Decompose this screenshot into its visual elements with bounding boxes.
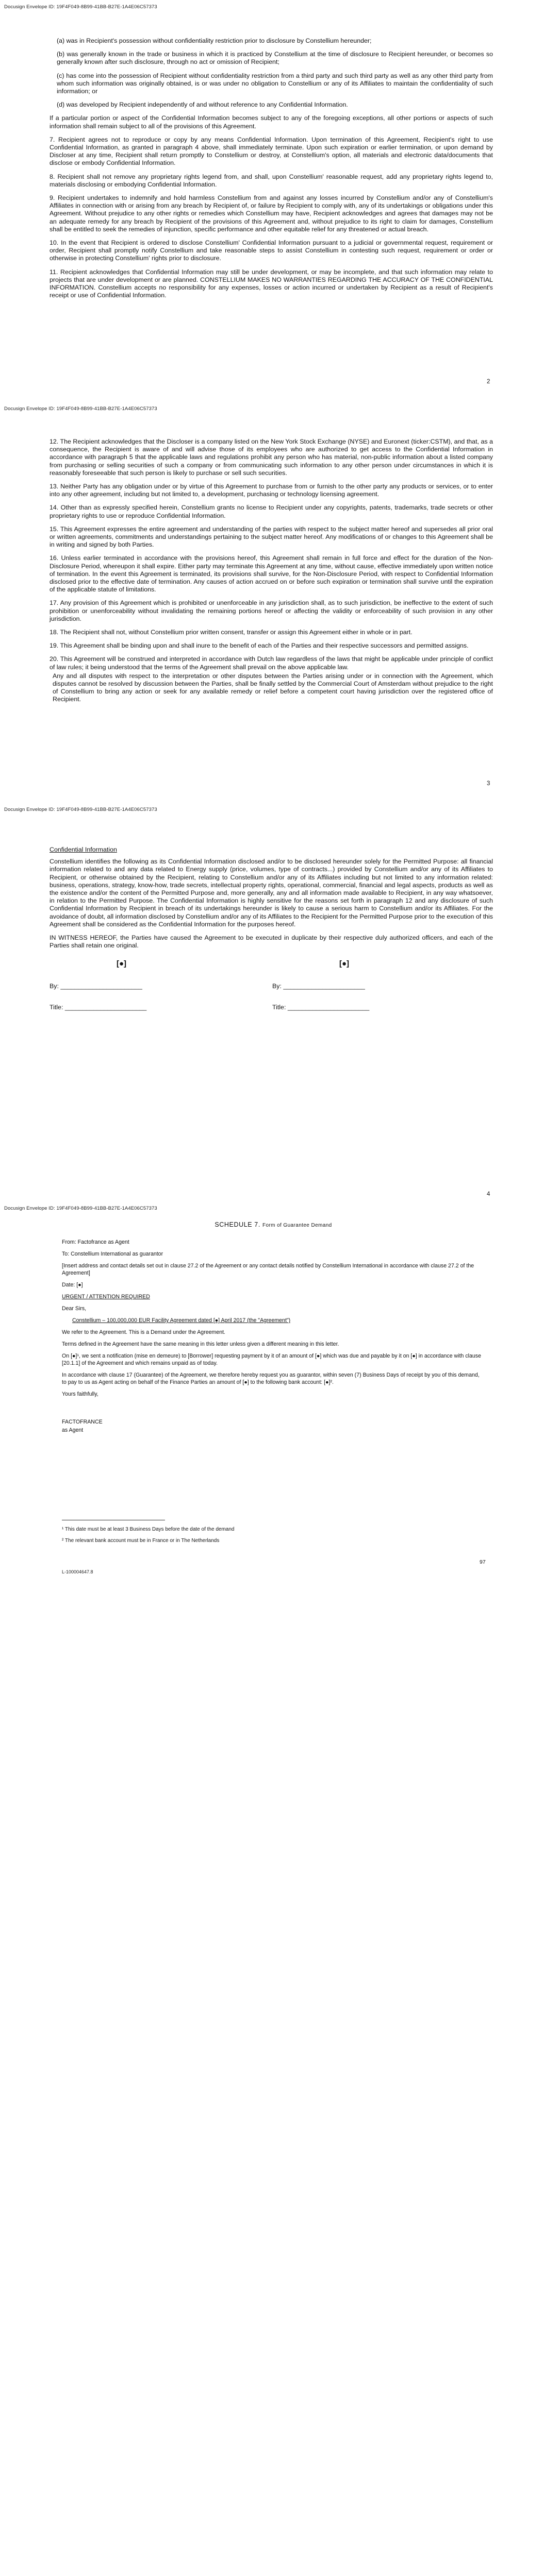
page-number: 3 [487,781,490,787]
closing: Yours faithfully, [62,1391,98,1397]
footnote-2: ² The relevant bank account must be in France or in The Netherlands [62,1538,220,1544]
address-note: [Insert address and contact details set out in clause 27.2 of the Agreement or any contact details notified by Constellium International in accordance with clause 27.2 of the Agreement] [62,1263,474,1276]
schedule-name: Form of Guarantee Demand [262,1223,332,1228]
clause-9: 9. Recipient undertakes to indemnify and hold harmless Constellium from and against any losses incurred by Constellium and/or any of Constellium's Affiliates in connection with or arising from any breach by Recipient of, or failure by Recipient to comply with, any of its undertakings or obligations under this Agreement. Without prejudice to any other rights or remedies which Constellium may have, Recipient acknowledges and agrees that damages may not be an adequate remedy for any breach by Recipient of the provisions of this Agreement and, without prejudice to its right to claim for damages, Constellium shall be entitled to seek the remedies of injunction, specific performance and other equitable relief for any threatened or actual breach. [50,194,493,233]
confidential-info-definition: Constellium identifies the following as its Confidential Information disclosed and/or to be disclosed hereunder solely for the Permitted Purpose: all financial information related to and any data related to Energy supply (price, volumes, type of contracts...) provided by Constellium and/or any of its Affiliates to Recipient, or otherwise obtained by the Recipient, relating to Constellium and/or any of its Affiliates including but not limited to any information related: business, operations, strategy, know-how, trade secrets, intellectual property rights, operational, commercial, financial and legal aspects, products as well as the existence and/or the content of the Permitted Purpose and, more generally, any and all information made available to Recipient, in any way whatsoever, in relation to the Permitted Purpose. The Confidential Information is highly sensitive for the reasons set forth in paragraph 12 and any disclosure of such Confidential Information by Recipient in breach of its undertakings hereunder is likely to cause a serious harm to Constellium and/or its Affiliates. For the avoidance of doubt, all information disclosed by Constellium and/or any of its Affiliates to the Recipient for the Permitted Purpose prior to the execution of this Agreement shall be considered as the Confidential Information for the purposes hereof. [50,858,493,928]
confidential-info-heading: Confidential Information [50,846,117,853]
clause-13: 13. Neither Party has any obligation under or by virtue of this Agreement to purchase from or furnish to the other party any products or services, or to enter into any other agreement, including but not limited to, a development, purchasing or technology licensing agreement. [50,483,493,498]
signature-party-2 [272,960,468,1025]
envelope-id: Docusign Envelope ID: 19F4F049-8B99-41BB-B27E-1A4E06C57373 [4,406,157,412]
envelope-id: Docusign Envelope ID: 19F4F049-8B99-41BB-B27E-1A4E06C57373 [4,807,157,812]
footnote-1: ¹ This date must be at least 3 Business Days before the date of the demand [62,1527,235,1532]
clause-11: 11. Recipient acknowledges that Confidential Information may still be under development, or may be incomplete, and that such information may relate to projects that are under development or are planned. CONSTELLIUM MAKES NO WARRANTIES REGARDING THE ACCURACY OF THE CONFIDENTIAL INFORMATION. Constellium accepts no responsibility for any expenses, losses or action incurred or undertaken by Recipient as a result of Recipient's receipt or use of Confidential Information. [50,268,493,299]
paragraph: If a particular portion or aspect of the Confidential Information becomes subject to any of the foregoing exceptions, all other portions or aspects of such information shall remain subject to all of the provisions of this Agreement. [50,114,493,130]
signature-party-1 [50,960,245,1025]
signatory-name: FACTOFRANCE [62,1419,103,1425]
page-3-body [50,438,493,709]
schedule-number: SCHEDULE 7. [215,1221,260,1228]
clause-10: 10. In the event that Recipient is ordered to disclose Constellium' Confidential Information pursuant to a judicial or governmental request, requirement or order, Recipient shall promptly notify Constellium and take reasonable steps to assist Constellium in contesting such request, requirement or order or otherwise in protecting Constellium' rights prior to disclosure. [50,239,493,262]
seal-placeholder: [●] [339,959,350,969]
page-number: 4 [487,1191,490,1197]
letter-paragraph: In accordance with clause 17 (Guarantee) of the Agreement, we therefore hereby request you as guarantor, within seven (7) Business Days of receipt by you of this demand, to pay to us as Agent acting on behalf of the Finance Parties an amount of [●] to the following bank account: [●]². [62,1372,480,1385]
seal-placeholder: [●] [117,959,127,969]
witness-clause: IN WITNESS HEREOF, the Parties have caused the Agreement to be executed in duplicate by their respective duly authorized officers, and each of the Parties shall retain one original. [50,934,493,950]
date-line: Date: [●] [62,1282,83,1288]
exception-item-a: (a) was in Recipient's possession without confidentiality restriction prior to disclosure by Constellium hereunder; [57,37,372,44]
page-number: 2 [487,379,490,385]
from-line: From: Factofrance as Agent [62,1239,129,1245]
envelope-id: Docusign Envelope ID: 19F4F049-8B99-41BB-B27E-1A4E06C57373 [4,4,157,10]
page-2-body [50,37,493,305]
clause-20-disputes: Any and all disputes with respect to the interpretation or other disputes between the Parties arising under or in connection with the Agreement, which disputes cannot be resolved by discussion between the Parties, shall be finally settled by the Commercial Court of Amsterdam without prejudice to the right of Constellium to bring any action or seek for any available remedy or relief before a competent court having jurisdiction over the registered office of Recipient. [53,672,493,703]
clause-12: 12. The Recipient acknowledges that the Discloser is a company listed on the New York Stock Exchange (NYSE) and Euronext (ticker:CSTM), and that, as a consequence, the Recipient is aware of and will advise those of its employees who are authorized to get access to the Confidential Information in accordance with paragraph 5 that the applicable laws and regulations prohibit any person who has material, non-public information about a listed company from purchasing or selling securities of such a company or from communicating such information to any other person under circumstances in which it is reasonably foreseeable that such person is likely to purchase or sell such securities. [50,438,493,477]
document-reference: L-100004647.8 [62,1569,93,1574]
clause-18: 18. The Recipient shall not, without Constellium prior written consent, transfer or assign this Agreement either in whole or in part. [50,629,413,636]
exception-item-b: (b) was generally known in the trade or business in which it is practiced by Constellium at the time of disclosure to Recipient hereunder, or becomes so generally known after such disclosure, through no act or omission of Recipient; [57,50,493,66]
page-2 [0,0,544,402]
letter-paragraph: Terms defined in the Agreement have the same meaning in this letter unless given a different meaning in this letter. [62,1341,339,1347]
clause-7: 7. Recipient agrees not to reproduce or copy by any means Confidential Information. Upon termination of this Agreement, Recipient's right to use Confidential Information, as granted in paragraph 4 above, shall immediately terminate. Upon such expiration or earlier termination, or upon demand by Discloser at any time, Recipient shall return promptly to Constellium or destroy, at Constellium's option, all materials and electronic data/documents that disclose or embody Confidential Information. [50,135,493,167]
page-5 [0,1206,544,2576]
title-line: Title: _______________________ [272,1003,370,1011]
signature-block [50,960,493,1032]
exception-item-d: (d) was developed by Recipient independently of and without reference to any Confidential Information. [57,101,348,109]
clause-17: 17. Any provision of this Agreement which is prohibited or unenforceable in any jurisdiction shall, as to such jurisdiction, be ineffective to the extent of such prohibition or unenforceability without invalidating the remaining portions hereof or affecting the validity or enforceability of such provision in any other jurisdiction. [50,599,493,622]
clause-16: 16. Unless earlier terminated in accordance with the provisions hereof, this Agreement shall remain in full force and effect for the duration of the Non-Disclosure Period, whereupon it shall expire. Either party may terminate this Agreement at any time, without cause, effective immediately upon written notice of termination. In the event this Agreement is terminated, its provisions shall survive, for the Non-Disclosure Period, with respect to Confidential Information disclosed prior to the effective date of termination. Any causes of action accrued on or before such expiration or termination shall survive until the expiration of the applicable statute of limitations. [50,554,493,594]
title-line: Title: _______________________ [50,1003,147,1011]
clause-19: 19. This Agreement shall be binding upon and shall inure to the benefit of each of the Parties and their respective successors and permitted assigns. [50,642,469,650]
clause-14: 14. Other than as expressly specified herein, Constellium grants no license to Recipient under any copyrights, patents, trademarks, trade secrets or other proprietary rights to use or reproduce Confidential Information. [50,504,493,519]
re-line: Constellium – 100,000,000 EUR Facility Agreement dated [●] April 2017 (the "Agreement") [72,1317,291,1324]
page-3 [0,402,544,804]
page-number: 97 [480,1559,486,1565]
letter-paragraph: On [●]¹, we sent a notification (mise en demeure) to [Borrower] requesting payment by it of an amount of [●] which was due and payable by it on [●] in accordance with clause [20.1.1] of the Agreement and which remains unpaid as of today. [62,1353,481,1366]
page-4 [0,804,544,1206]
clause-20: 20. This Agreement will be construed and interpreted in accordance with Dutch law regardless of the laws that might be applicable under principle of conflict of law rules; it being understood that the terms of the Agreement shall prevail on the above applicable law. [50,655,493,671]
to-line: To: Constellium International as guarantor [62,1251,163,1257]
clause-8: 8. Recipient shall not remove any proprietary rights legend from, and shall, upon Constellium' reasonable request, add any proprietary rights legend to, materials disclosing or embodying Confidential Information. [50,173,493,188]
urgent-heading: URGENT / ATTENTION REQUIRED [62,1294,150,1300]
letter-paragraph: We refer to the Agreement. This is a Demand under the Agreement. [62,1329,226,1335]
signatory-role: as Agent [62,1427,84,1433]
schedule-body [62,1221,485,1438]
footnotes [62,1520,485,1549]
by-line: By: _______________________ [50,982,142,990]
page-4-body [50,846,493,1032]
salutation: Dear Sirs, [62,1306,87,1312]
schedule-title [62,1221,485,1229]
envelope-id: Docusign Envelope ID: 19F4F049-8B99-41BB-B27E-1A4E06C57373 [4,1206,157,1211]
by-line: By: _______________________ [272,982,365,990]
clause-15: 15. This Agreement expresses the entire agreement and understanding of the parties with respect to the subject matter hereof and supersedes all prior oral or written agreements, commitments and understandings pertaining to the subject matter hereof. Any modifications of or changes to this Agreement shall be in writing and signed by both Parties. [50,525,493,549]
exception-item-c: (c) has come into the possession of Recipient without confidentiality restriction from a third party and such third party as well as any other third party from whom such information was originally obtained, is or was under no obligation to Constellium or any of its Affiliates to maintain the confidentiality of such information; or [57,72,493,95]
